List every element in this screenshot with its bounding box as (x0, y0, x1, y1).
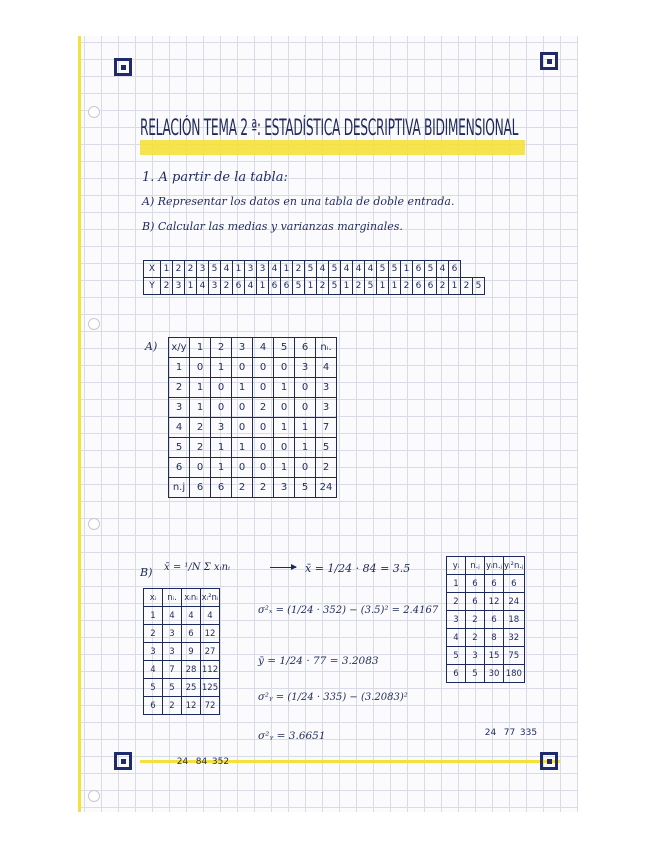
table-row (144, 607, 220, 625)
contingency-cell: n.j (169, 478, 190, 498)
marginal-header-cell: xᵢ (144, 589, 163, 607)
table-row (169, 478, 337, 498)
binder-hole (88, 518, 100, 530)
marginal-cell: 6 (466, 593, 485, 611)
contingency-cell: 4 (169, 418, 190, 438)
contingency-table (168, 337, 337, 498)
marginal-cell: 6 (447, 665, 466, 683)
marginal-cell: 25 (182, 679, 201, 697)
binder-hole (88, 790, 100, 802)
contingency-header-cell: x/y (169, 338, 190, 358)
contingency-cell: 1 (232, 438, 253, 458)
marginal-cell: 5 (163, 679, 182, 697)
raw-y-value: 2 (161, 278, 173, 295)
contingency-cell: 4 (316, 358, 337, 378)
raw-x-value: 5 (329, 261, 341, 278)
contingency-cell: 1 (274, 458, 295, 478)
contingency-cell: 0 (295, 458, 316, 478)
marginal-cell: 2 (163, 697, 182, 715)
marginal-cell: 6 (485, 575, 504, 593)
contingency-header-cell: nᵢ. (316, 338, 337, 358)
raw-y-value: 3 (173, 278, 185, 295)
marginal-cell: 112 (201, 661, 220, 679)
marginal-cell: 12 (485, 593, 504, 611)
contingency-cell: 0 (211, 398, 232, 418)
raw-y-value: 1 (185, 278, 197, 295)
raw-y-value: 1 (389, 278, 401, 295)
raw-y-value: 1 (257, 278, 269, 295)
raw-y-label: Y (144, 278, 161, 295)
contingency-cell: 24 (316, 478, 337, 498)
corner-marker-icon (540, 52, 558, 70)
total-value: 352 (211, 757, 230, 767)
marginal-cell: 6 (485, 611, 504, 629)
contingency-cell: 0 (253, 458, 274, 478)
exercise-line-2: A) Representar los datos en una tabla de doble entrada. (142, 195, 455, 208)
corner-marker-icon (540, 752, 558, 770)
raw-x-label: X (144, 261, 161, 278)
raw-x-value: 2 (185, 261, 197, 278)
eq-var-x: σ²ₓ = (1/24 · 352) − (3.5)² = 2.4167 (258, 605, 439, 616)
marginal-header-cell: xᵢ²nᵢ (201, 589, 220, 607)
y-marginal-totals (481, 728, 538, 738)
raw-x-value: 1 (233, 261, 245, 278)
marginal-cell: 8 (485, 629, 504, 647)
raw-y-value: 2 (221, 278, 233, 295)
marginal-cell: 18 (504, 611, 525, 629)
marginal-cell: 15 (485, 647, 504, 665)
page-title: RELACIÓN TEMA 2 ª: ESTADÍSTICA DESCRIPTIVA BIDIMENSIONAL (140, 116, 519, 141)
contingency-cell: 3 (316, 378, 337, 398)
table-row (447, 611, 525, 629)
raw-x-value: 5 (377, 261, 389, 278)
raw-x-value: 1 (161, 261, 173, 278)
marginal-cell: 12 (182, 697, 201, 715)
contingency-cell: 6 (169, 458, 190, 478)
marginal-cell: 5 (447, 647, 466, 665)
contingency-cell: 5 (169, 438, 190, 458)
raw-x-value: 5 (425, 261, 437, 278)
table-row (144, 643, 220, 661)
raw-x-value: 4 (341, 261, 353, 278)
marginal-cell: 3 (144, 643, 163, 661)
marginal-cell: 6 (504, 575, 525, 593)
contingency-cell: 3 (295, 358, 316, 378)
table-row (169, 398, 337, 418)
contingency-cell: 1 (211, 438, 232, 458)
contingency-cell: 3 (316, 398, 337, 418)
eq-mean-y: ȳ = 1/24 · 77 = 3.2083 (258, 655, 379, 667)
marginal-cell: 30 (485, 665, 504, 683)
total-value: 84 (195, 757, 208, 767)
contingency-cell: 1 (190, 378, 211, 398)
table-row (169, 378, 337, 398)
marginal-cell: 125 (201, 679, 220, 697)
raw-x-value: 1 (401, 261, 413, 278)
contingency-cell: 2 (190, 438, 211, 458)
marginal-cell: 3 (163, 625, 182, 643)
raw-y-value: 6 (269, 278, 281, 295)
raw-y-value: 6 (425, 278, 437, 295)
marginal-header-cell: nᵢ. (163, 589, 182, 607)
marginal-cell: 6 (144, 697, 163, 715)
raw-x-value: 1 (281, 261, 293, 278)
raw-y-value: 5 (329, 278, 341, 295)
raw-x-value: 5 (305, 261, 317, 278)
contingency-cell: 3 (169, 398, 190, 418)
raw-y-value: 4 (197, 278, 209, 295)
table-row (169, 438, 337, 458)
contingency-cell: 7 (316, 418, 337, 438)
contingency-cell: 1 (232, 378, 253, 398)
raw-x-value: 3 (197, 261, 209, 278)
marginal-cell: 4 (163, 607, 182, 625)
marginal-cell: 75 (504, 647, 525, 665)
table-row (144, 679, 220, 697)
marginal-cell: 3 (447, 611, 466, 629)
contingency-header-cell: 3 (232, 338, 253, 358)
title-highlight (140, 140, 525, 155)
marginal-cell: 2 (447, 593, 466, 611)
binder-hole (88, 106, 100, 118)
table-row (447, 665, 525, 683)
contingency-cell: 3 (211, 418, 232, 438)
raw-y-value: 2 (437, 278, 449, 295)
marginal-cell: 6 (182, 625, 201, 643)
contingency-cell: 0 (232, 358, 253, 378)
total-value: 77 (503, 728, 516, 738)
table-row (447, 629, 525, 647)
contingency-header-cell: 1 (190, 338, 211, 358)
contingency-cell: 5 (295, 478, 316, 498)
contingency-cell: 1 (190, 398, 211, 418)
contingency-cell: 1 (295, 418, 316, 438)
raw-y-value: 2 (353, 278, 365, 295)
raw-x-value: 6 (449, 261, 461, 278)
raw-y-value: 1 (449, 278, 461, 295)
contingency-cell: 3 (274, 478, 295, 498)
table-row (144, 625, 220, 643)
contingency-cell: 1 (169, 358, 190, 378)
raw-x-value: 4 (221, 261, 233, 278)
arrow-icon (270, 567, 296, 568)
marginal-cell: 27 (201, 643, 220, 661)
marginal-header-cell: yᵢn.ⱼ (485, 557, 504, 575)
marginal-cell: 9 (182, 643, 201, 661)
raw-y-value: 5 (473, 278, 485, 295)
contingency-cell: 0 (232, 458, 253, 478)
marginal-cell: 4 (201, 607, 220, 625)
contingency-cell: 1 (274, 418, 295, 438)
marginal-header-cell: xᵢnᵢ (182, 589, 201, 607)
contingency-cell: 0 (274, 398, 295, 418)
raw-x-value: 4 (269, 261, 281, 278)
marginal-header-cell: yᵢ (447, 557, 466, 575)
raw-x-value: 3 (257, 261, 269, 278)
eq-var-y-result: σ²ᵧ = 3.6651 (258, 730, 326, 742)
table-row (169, 458, 337, 478)
table-header-row (169, 338, 337, 358)
raw-x-value: 4 (437, 261, 449, 278)
exercise-line-3: B) Calcular las medias y varianzas marginales. (142, 220, 403, 233)
raw-x-value: 2 (173, 261, 185, 278)
marginal-cell: 4 (447, 629, 466, 647)
contingency-cell: 0 (274, 358, 295, 378)
contingency-cell: 0 (190, 358, 211, 378)
marginal-cell: 2 (144, 625, 163, 643)
marginal-header-cell: yᵢ²n.ⱼ (504, 557, 525, 575)
contingency-cell: 0 (253, 418, 274, 438)
eq-mean-x: x̄ = 1/24 · 84 = 3.5 (305, 562, 411, 575)
eq-var-y: σ²ᵧ = (1/24 · 335) − (3.2083)² (258, 692, 408, 703)
mean-formula: x̄ = ¹/N Σ xᵢnᵢ (164, 562, 231, 573)
raw-y-value: 5 (293, 278, 305, 295)
contingency-cell: 0 (232, 398, 253, 418)
raw-x-value: 4 (365, 261, 377, 278)
corner-marker-icon (114, 58, 132, 76)
marginal-cell: 2 (466, 611, 485, 629)
raw-y-value: 1 (341, 278, 353, 295)
marginal-cell: 24 (504, 593, 525, 611)
marginal-cell: 3 (163, 643, 182, 661)
table-header-row (447, 557, 525, 575)
raw-y-value: 1 (377, 278, 389, 295)
raw-y-value: 6 (413, 278, 425, 295)
marginal-cell: 2 (466, 629, 485, 647)
raw-x-value: 3 (245, 261, 257, 278)
binder-hole (88, 318, 100, 330)
contingency-cell: 6 (211, 478, 232, 498)
contingency-cell: 2 (169, 378, 190, 398)
raw-x-value: 6 (413, 261, 425, 278)
table-row (144, 661, 220, 679)
contingency-cell: 6 (190, 478, 211, 498)
marginal-cell: 5 (144, 679, 163, 697)
contingency-cell: 2 (316, 458, 337, 478)
raw-x-value: 4 (353, 261, 365, 278)
table-row (144, 697, 220, 715)
contingency-cell: 5 (316, 438, 337, 458)
table-header-row (144, 589, 220, 607)
corner-marker-icon (114, 752, 132, 770)
contingency-header-cell: 5 (274, 338, 295, 358)
contingency-cell: 0 (253, 378, 274, 398)
marginal-cell: 180 (504, 665, 525, 683)
marginal-cell: 1 (144, 607, 163, 625)
contingency-cell: 2 (253, 398, 274, 418)
marginal-cell: 32 (504, 629, 525, 647)
table-row (447, 593, 525, 611)
marginal-cell: 4 (182, 607, 201, 625)
table-row (169, 358, 337, 378)
raw-y-value: 4 (245, 278, 257, 295)
total-value: 24 (176, 757, 189, 767)
raw-x-value: 5 (389, 261, 401, 278)
contingency-header-cell: 6 (295, 338, 316, 358)
contingency-cell: 1 (274, 378, 295, 398)
table-row (447, 647, 525, 665)
exercise-line-1: 1. A partir de la tabla: (142, 170, 288, 185)
raw-y-value: 1 (305, 278, 317, 295)
x-marginal-table (143, 588, 220, 715)
marginal-cell: 3 (466, 647, 485, 665)
part-a-label: A) (145, 340, 158, 353)
raw-x-value: 5 (209, 261, 221, 278)
part-b-label: B) (140, 566, 153, 579)
raw-y-value: 3 (209, 278, 221, 295)
contingency-cell: 1 (211, 458, 232, 478)
x-marginal-totals (173, 757, 230, 767)
raw-y-value: 2 (401, 278, 413, 295)
raw-y-value: 6 (281, 278, 293, 295)
raw-data-table (143, 260, 485, 295)
contingency-cell: 2 (253, 478, 274, 498)
table-row (169, 418, 337, 438)
contingency-cell: 0 (295, 398, 316, 418)
marginal-cell: 12 (201, 625, 220, 643)
marginal-cell: 7 (163, 661, 182, 679)
contingency-cell: 2 (232, 478, 253, 498)
marginal-cell: 72 (201, 697, 220, 715)
contingency-cell: 2 (190, 418, 211, 438)
marginal-cell: 28 (182, 661, 201, 679)
contingency-cell: 0 (190, 458, 211, 478)
raw-y-value: 2 (461, 278, 473, 295)
marginal-header-cell: n.ⱼ (466, 557, 485, 575)
raw-y-value: 6 (233, 278, 245, 295)
total-value: 24 (484, 728, 497, 738)
raw-x-value: 2 (293, 261, 305, 278)
contingency-cell: 1 (295, 438, 316, 458)
marginal-cell: 1 (447, 575, 466, 593)
raw-x-value: 4 (317, 261, 329, 278)
contingency-cell: 0 (232, 418, 253, 438)
contingency-cell: 0 (274, 438, 295, 458)
marginal-cell: 5 (466, 665, 485, 683)
table-row (447, 575, 525, 593)
contingency-cell: 1 (211, 358, 232, 378)
contingency-cell: 0 (295, 378, 316, 398)
contingency-cell: 0 (211, 378, 232, 398)
contingency-header-cell: 2 (211, 338, 232, 358)
y-marginal-table (446, 556, 525, 683)
contingency-cell: 0 (253, 438, 274, 458)
raw-y-value: 5 (365, 278, 377, 295)
marginal-cell: 4 (144, 661, 163, 679)
total-value: 335 (519, 728, 538, 738)
contingency-header-cell: 4 (253, 338, 274, 358)
raw-y-value: 2 (317, 278, 329, 295)
contingency-cell: 0 (253, 358, 274, 378)
marginal-cell: 6 (466, 575, 485, 593)
yellow-margin-line (78, 36, 81, 812)
